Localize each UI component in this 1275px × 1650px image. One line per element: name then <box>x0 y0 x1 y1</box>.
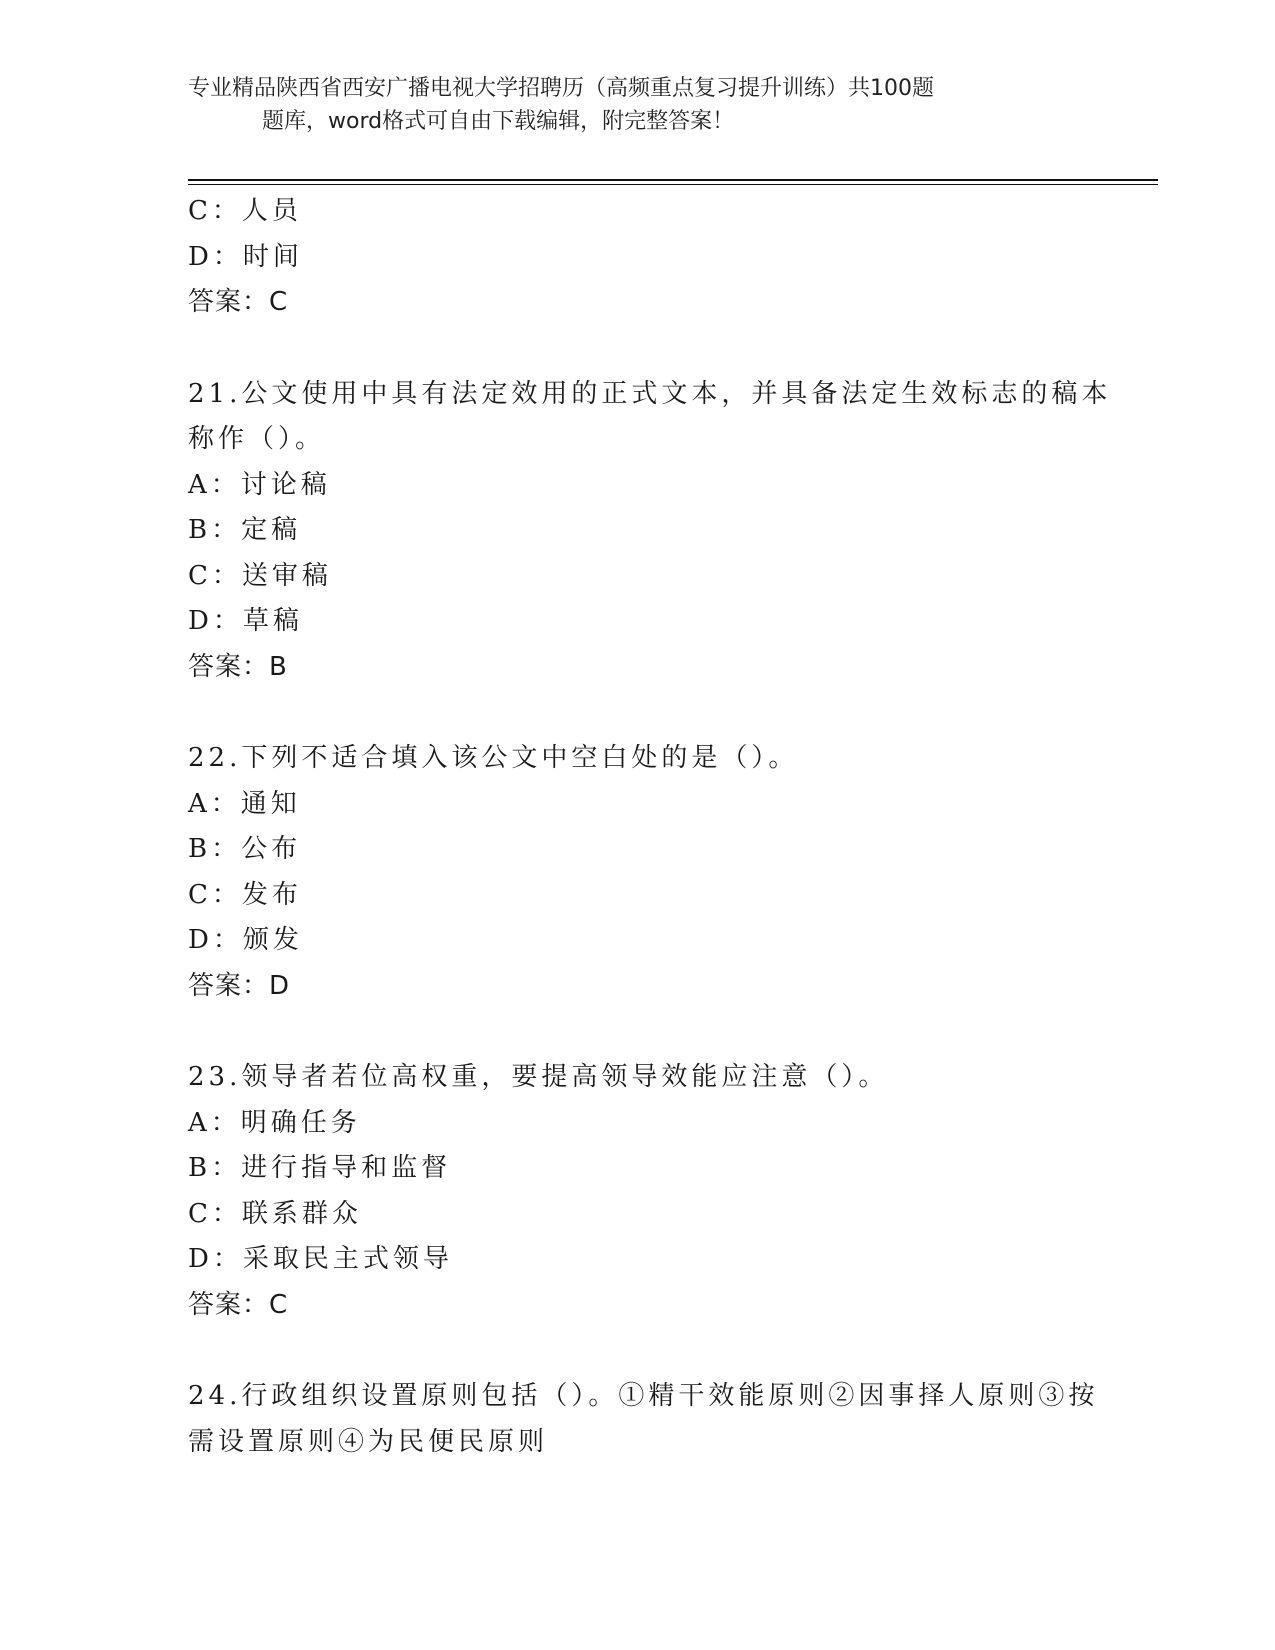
header-divider-thin <box>188 184 1158 185</box>
spacer <box>188 1009 1088 1055</box>
header-title-line1: 专业精品陕西省西安广播电视大学招聘历（高频重点复习提升训练）共100题 <box>188 76 934 101</box>
question-23-option-c: C：联系群众 <box>188 1198 362 1229</box>
answer-line: 答案：C <box>188 287 289 317</box>
header-divider-thick <box>188 179 1158 181</box>
question-23-option-a: A：明确任务 <box>188 1107 361 1138</box>
question-23-option-d: D：采取民主式领导 <box>188 1244 453 1274</box>
question-22-option-c: C：发布 <box>188 879 302 910</box>
option-d: D：时间 <box>188 241 303 272</box>
question-24-stem-line1: 24.行政组织设置原则包括（）。①精干效能原则②因事择人原则③按 <box>188 1381 1099 1411</box>
spacer <box>188 690 1088 736</box>
question-22-stem: 22.下列不适合填入该公文中空白处的是（）。 <box>188 743 799 773</box>
question-23-stem: 23.领导者若位高权重，要提高领导效能应注意（）。 <box>188 1062 889 1092</box>
question-21-answer: 答案：B <box>188 651 288 682</box>
question-21-option-d: D：草稿 <box>188 606 303 636</box>
header-title-line2: 题库，word格式可自由下载编辑，附完整答案！ <box>262 109 735 134</box>
question-21-option-c: C：送审稿 <box>188 560 332 591</box>
option-c: C：人员 <box>188 196 302 226</box>
spacer <box>188 326 1088 372</box>
question-24-stem-line2: 需设置原则④为民便民原则 <box>188 1426 549 1457</box>
question-23-option-b: B：进行指导和监督 <box>188 1153 452 1183</box>
question-21-option-a: A：讨论稿 <box>188 469 331 500</box>
question-21-stem-line1: 21.公文使用中具有法定效用的正式文本，并具备法定生效标志的稿本 <box>188 378 1112 409</box>
question-22-answer: 答案：D <box>188 970 291 1001</box>
question-22-option-b: B：公布 <box>188 834 302 864</box>
question-23-answer: 答案：C <box>188 1289 289 1320</box>
question-22-option-a: A：通知 <box>188 788 301 819</box>
spacer <box>188 1328 1088 1374</box>
question-22-option-d: D：颁发 <box>188 925 303 955</box>
question-21-option-b: B：定稿 <box>188 515 302 545</box>
document-header <box>188 72 1048 138</box>
question-list <box>188 189 1112 1465</box>
question-21-stem-line2: 称作（）。 <box>188 424 326 454</box>
